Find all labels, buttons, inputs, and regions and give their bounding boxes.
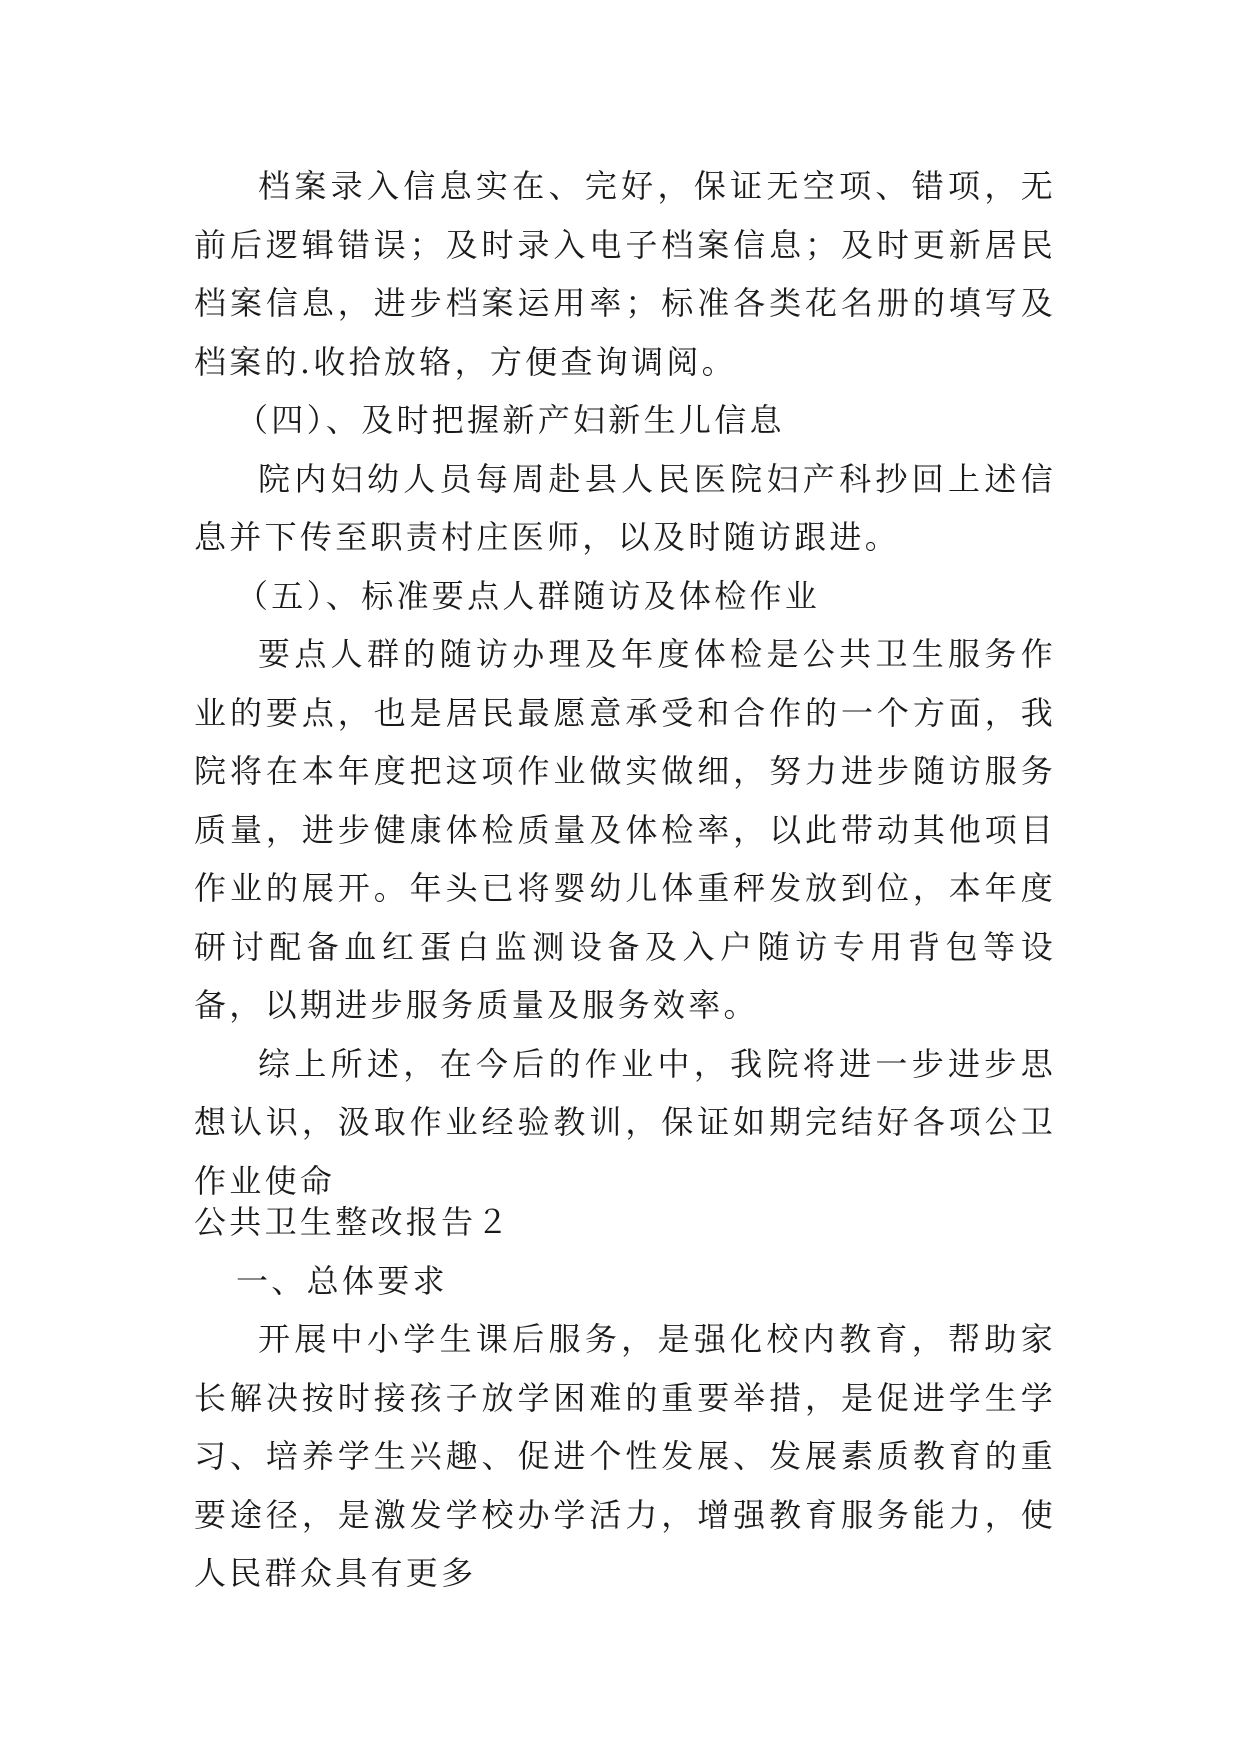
paragraph-summary: 综上所述，在今后的作业中，我院将进一步进步思想认识，汲取作业经验教训，保证如期完结好各项公卫作业使命 [194,1044,1056,1200]
heading-general-requirements: 一、总体要求 [236,1261,448,1300]
paragraph-after-school-service: 开展中小学生课后服务，是强化校内教育，帮助家长解决按时接孩子放学困难的重要举措，是促进学生学习、培养学生兴趣、促进个性发展、发展素质教育的重要途径，是激发学校办学活力，增强教育服务能力，使人民群众具有更多 [194,1320,1056,1592]
section-public-health-plan [194,157,1056,1210]
paragraph-archive-entry: 档案录入信息实在、完好，保证无空项、错项，无前后逻辑错误；及时录入电子档案信息；及时更新居民档案信息，进步档案运用率；标准各类花名册的填写及档案的.收拾放辂，方便查询调阅。 [194,167,1056,381]
paragraph-maternal-staff: 院内妇幼人员每周赴县人民医院妇产科抄回上述信息并下传至职责村庄医师，以及时随访跟进。 [194,459,1056,556]
heading-key-population-followup: （五）、标准要点人群随访及体检作业 [236,576,821,615]
heading-maternal-newborn-info: （四）、及时把握新产妇新生儿信息 [236,401,785,439]
report-title: 公共卫生整改报告２ [194,1203,512,1241]
section-rectification-report-2 [194,1193,1056,1603]
paragraph-followup-checkups: 要点人群的随访办理及年度体检是公共卫生服务作业的要点，也是居民最愿意承受和合作的一个方面，我院将在本年度把这项作业做实做细，努力进步随访服务质量，进步健康体检质量及体检率，以此带动其他项目作业的展开。年头已将婴幼儿体重秤发放到位，本年度研讨配备血红蛋白监测设备及入户随访专用背包等设备，以期进步服务质量及服务效率。 [194,635,1056,1024]
